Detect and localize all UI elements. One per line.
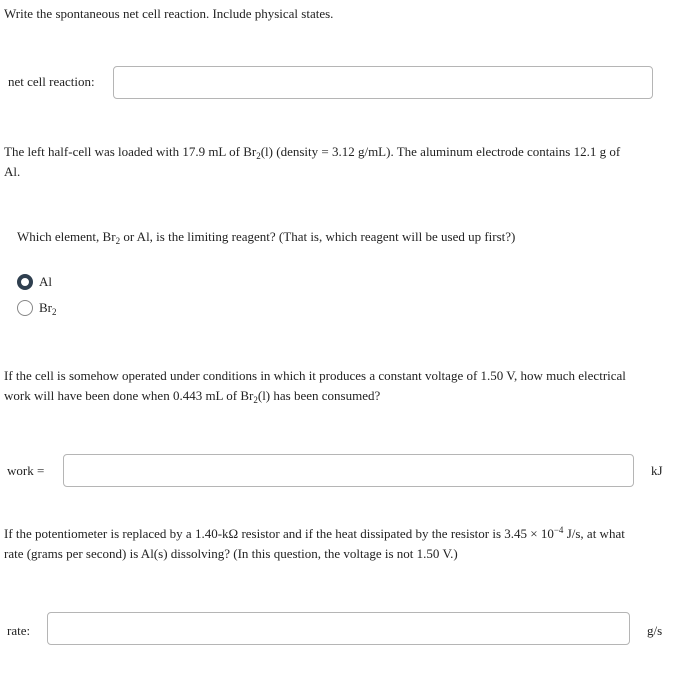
work-label: work = [7,463,45,478]
rate-label: rate: [7,623,31,638]
work-prompt-line-1: If the cell is somehow operated under conditions in which it produces a constant voltage of 1.50 V, how much electrical [4,368,626,383]
rate-prompt-line-2: rate (grams per second) is Al(s) dissolving? (In this question, the voltage is not 1.50 V.) [4,546,458,561]
intro-line-2: Al. [4,164,21,179]
work-unit: kJ [651,463,663,478]
net-cell-reaction-input[interactable] [113,66,653,99]
radio-br2-label[interactable]: $Br_2$ [39,300,57,317]
intro-line-1: The left half-cell was loaded with 17.9 mL of $Br_2(l)$ (density = 3.12 g/mL). The aluminum electrode contains 12.1 g of [4,144,621,161]
rate-prompt-line-1: If the potentiometer is replaced by a 1.40-kΩ resistor and if the heat dissipated by the resistor is $3.45 \times 10^{-4}$ J/s, at what [4,525,625,541]
rate-input[interactable] [47,612,630,645]
work-input[interactable] [63,454,634,487]
radio-al-label[interactable]: Al [39,274,52,289]
radio-br2[interactable] [17,300,33,316]
rate-unit: g/s [647,623,663,638]
q1-prompt: Write the spontaneous net cell reaction. Include physical states. [4,6,334,21]
limiting-reagent-prompt: Which element, $Br_2$ or Al, is the limiting reagent? (That is, which reagent will be used up first?) [17,229,516,246]
radio-al[interactable] [17,274,33,290]
work-prompt-line-2: work will have been done when 0.443 mL of $Br_2(l)$ has been consumed? [4,388,381,405]
net-cell-reaction-label: net cell reaction: [8,74,95,89]
